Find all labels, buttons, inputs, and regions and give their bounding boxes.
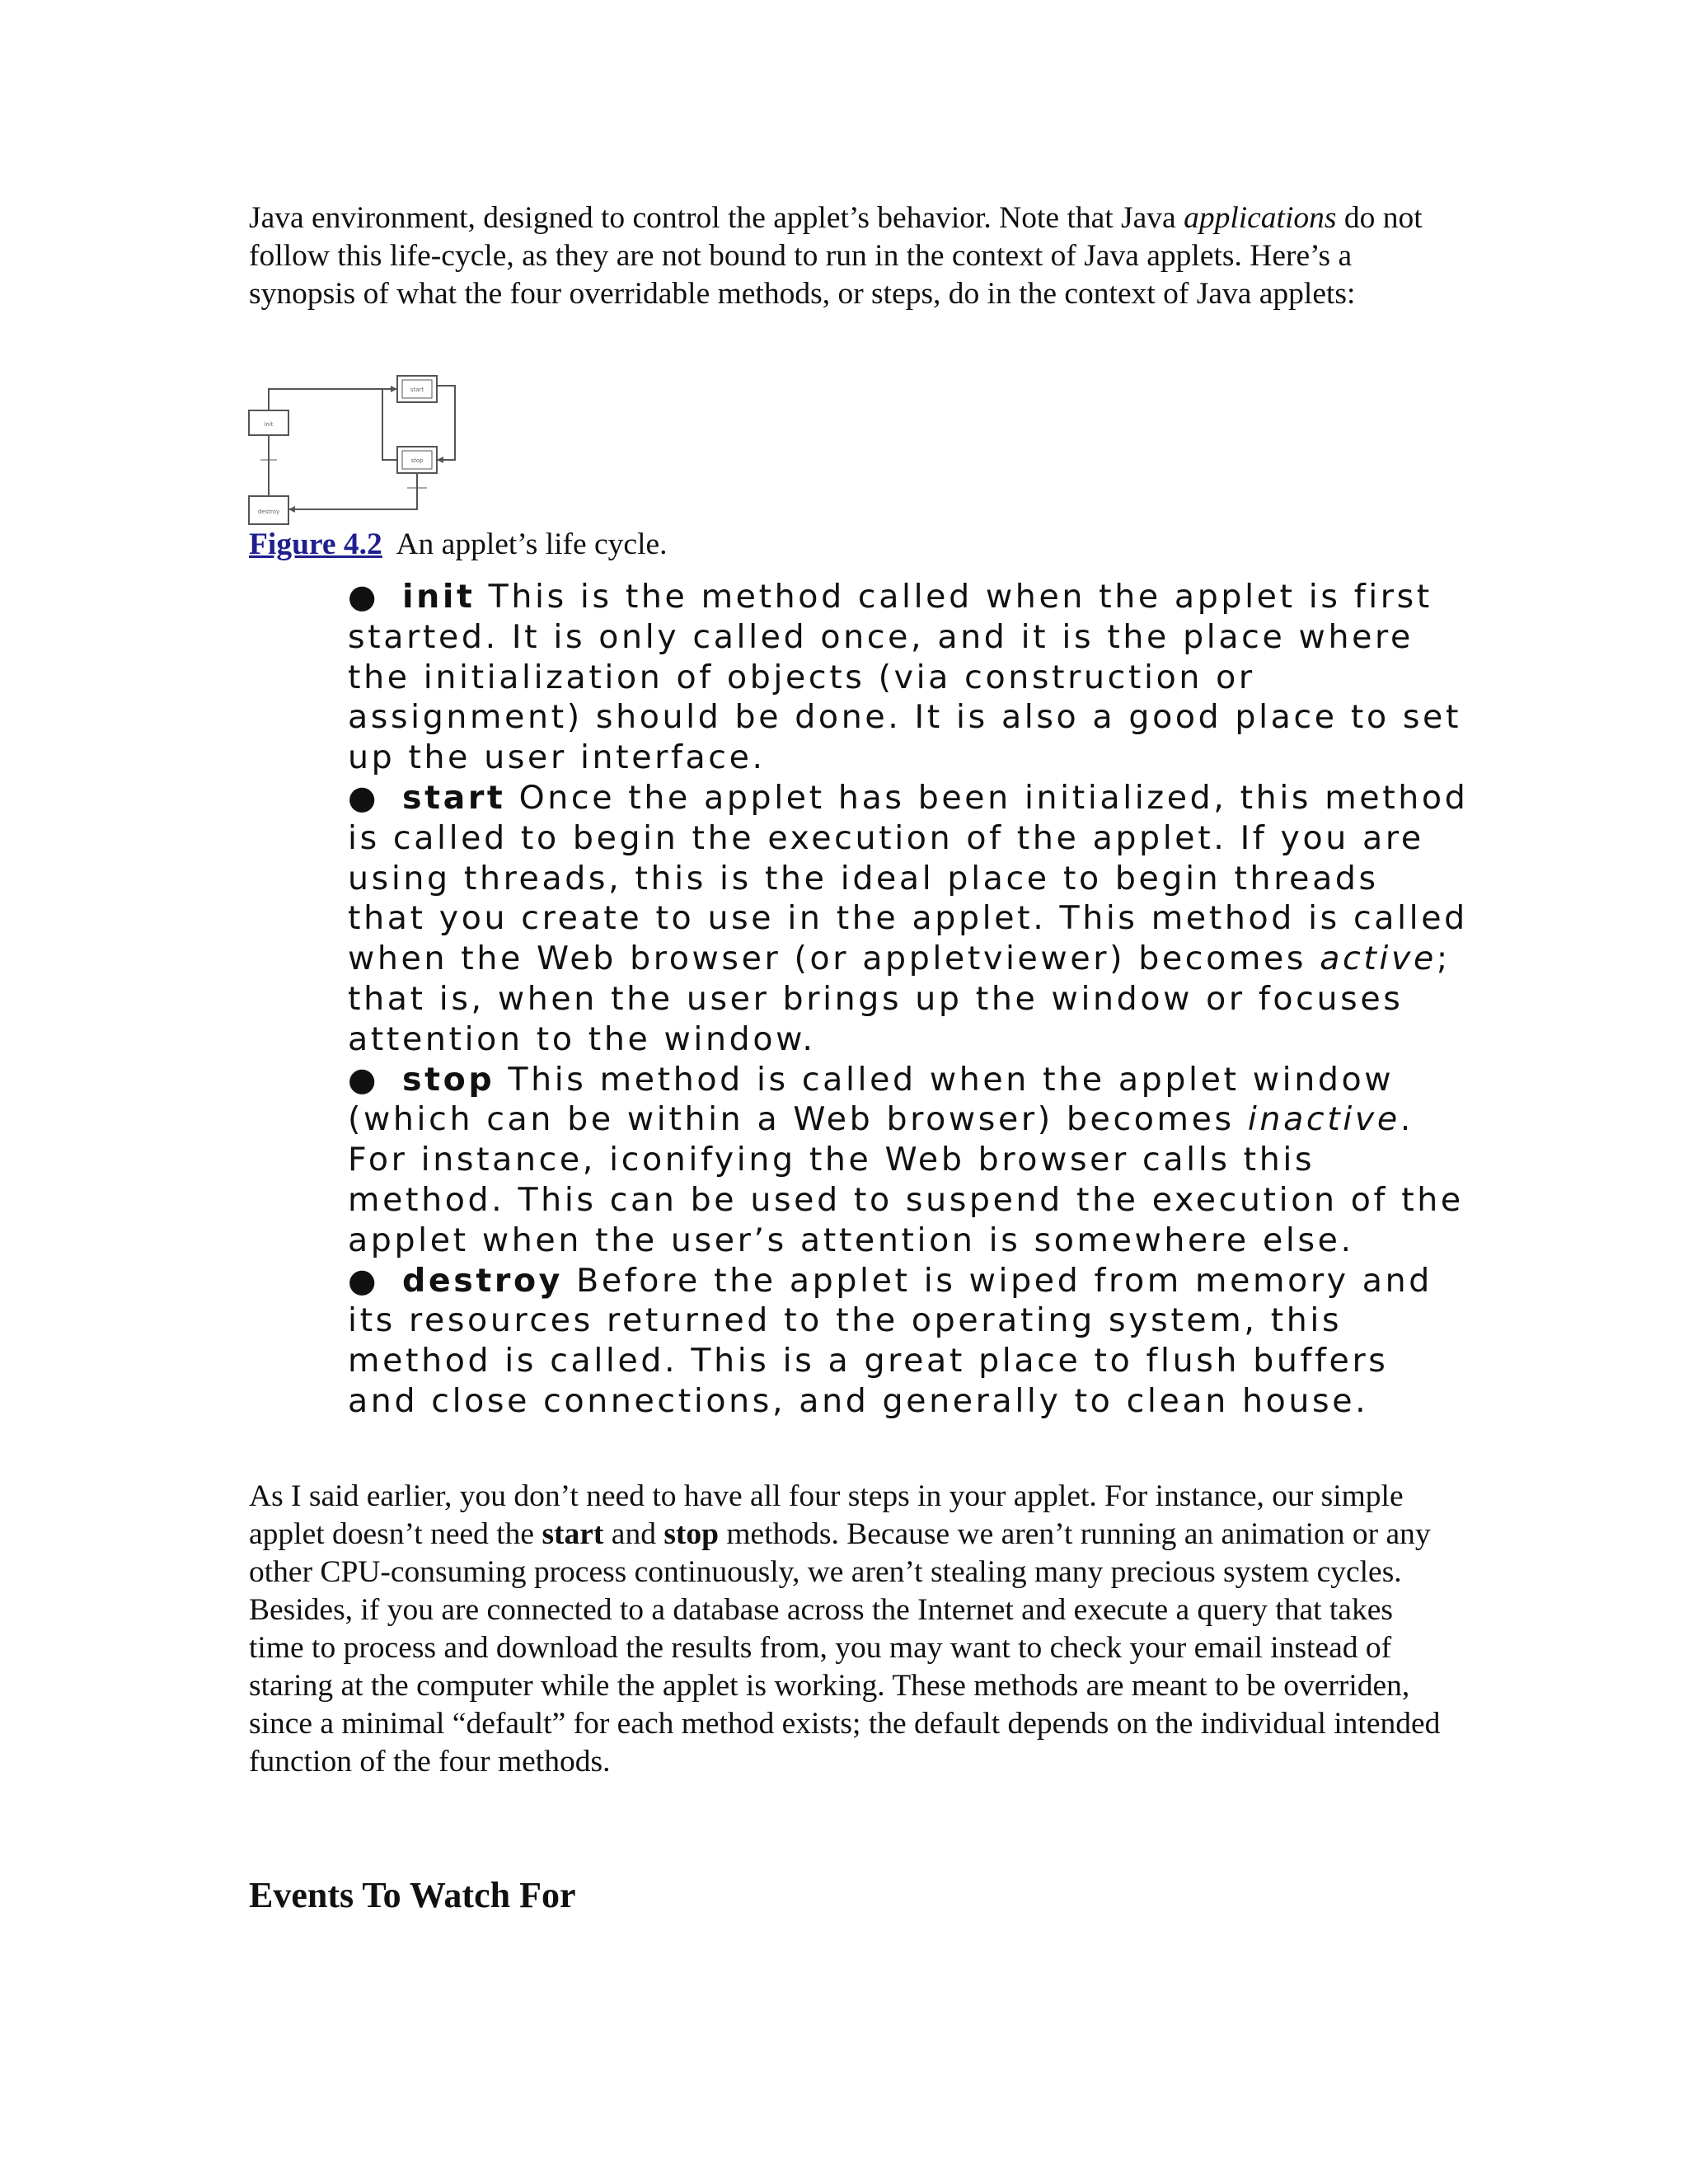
section-heading: Events To Watch For (249, 1875, 576, 1915)
emphasis-inactive: inactive (1247, 1100, 1400, 1139)
list-item-stop (348, 1060, 1469, 1261)
intro-emphasis-applications: applications (1184, 201, 1337, 235)
method-description-destroy: Before the applet is wiped from memory and its resources returned to the operating system, this method is called. This is a great place to flush buffers and close connections, and generally to clean house. (348, 1261, 1432, 1420)
method-description-start-2: ; that is, when the user brings up the window or focuses attention to the window. (348, 940, 1451, 1058)
method-description-stop-1: This method is called when the applet window (which can be within a Web browser) becomes (348, 1060, 1395, 1139)
bullet-marker: ● (348, 1060, 377, 1099)
bullet-marker: ● (348, 1261, 377, 1300)
method-term-stop: stop (402, 1060, 495, 1099)
summary-paragraph (249, 1478, 1452, 1781)
intro-text-1: Java environment, designed to control the applet’s behavior. Note that Java (249, 201, 1184, 235)
life-cycle-diagram (246, 373, 465, 529)
figure-link[interactable]: Figure 4.2 (249, 527, 382, 561)
summary-text-2: and (603, 1517, 664, 1551)
figure-caption (249, 526, 668, 564)
emphasis-active: active (1320, 940, 1437, 978)
method-description-start-1: Once the applet has been initialized, this method is called to begin the execution of the applet. If you are using threads, this is the ideal place to begin threads that you create to use in the applet. This method is called when the Web browser (or appletviewer) becomes (348, 778, 1469, 978)
list-item-init (348, 577, 1469, 778)
summary-text-1: As I said earlier, you don’t need to have all four steps in your applet. For instance, our simple applet doesn’t need the (249, 1479, 1404, 1551)
caption-text: An applet’s life cycle. (382, 527, 668, 561)
start-node-label: start (410, 387, 424, 393)
destroy-node-label: destroy (257, 509, 280, 515)
lifecycle-method-list (348, 577, 1469, 1422)
start-stop-loop-right (437, 386, 455, 460)
summary-text-3: methods. Because we aren’t running an animation or any other CPU-consuming process continuously, we aren’t stealing many precious system cycles. Besides, if you are connected to a database across the Internet and execute a query that takes time to process and download the results from, you may want to check your email instead of staring at the computer while the applet is working. These methods are meant to be overriden, since a minimal “default” for each method exists; the default depends on the individual intended function of the four methods. (249, 1517, 1441, 1779)
summary-bold-stop: stop (663, 1517, 720, 1551)
init-to-start-arrow (269, 389, 397, 410)
stop-node-label: stop (410, 457, 424, 464)
intro-paragraph (249, 199, 1452, 313)
method-term-destroy: destroy (402, 1261, 564, 1300)
stop-to-destroy-arrow (288, 473, 417, 509)
method-description-init: This is the method called when the applet is first started. It is only called once, and it is the place where the initialization of objects (via construction or assignment) should be done. It is also a good place to set up the user interface. (348, 578, 1462, 777)
summary-bold-start: start (542, 1517, 604, 1551)
list-item-destroy (348, 1261, 1469, 1422)
init-node-label: init (264, 421, 274, 428)
intro-text-2: do not follow this life-cycle, as they are not bound to run in the context of Java applets. Here’s a synopsis of what the four overridable methods, or steps, do in the context of Java applets: (249, 201, 1423, 311)
method-term-init: init (402, 578, 476, 616)
method-description-stop-2: . For instance, iconifying the Web browser calls this method. This can be used to suspend the execution of the applet when the user’s attention is somewhere else. (348, 1100, 1464, 1259)
stop-start-loop-left (382, 389, 397, 460)
bullet-marker: ● (348, 578, 377, 616)
bullet-marker: ● (348, 778, 377, 817)
list-item-start (348, 778, 1469, 1060)
method-term-start: start (402, 778, 506, 817)
